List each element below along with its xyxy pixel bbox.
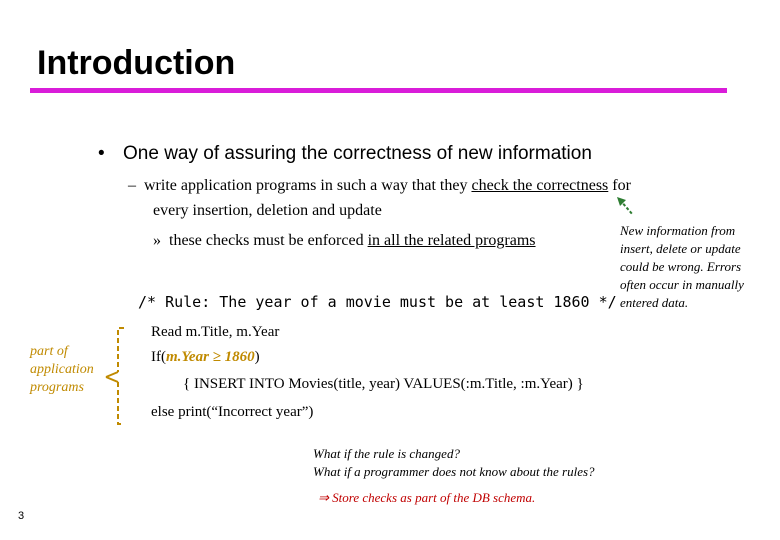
side-note: New information from insert, delete or update could be wrong. Errors often occur in manually entered data. (620, 223, 744, 310)
question-programmer-unaware: What if a programmer does not know about the rules? (313, 464, 595, 479)
code-bracket (106, 328, 124, 424)
page-number: 3 (18, 510, 25, 522)
code-if-open: If( (151, 349, 166, 365)
code-line-insert: { INSERT INTO Movies(title, year) VALUES(:m.Title, :m.Year) } (183, 376, 584, 392)
dash-marker: – (128, 177, 136, 194)
bracket-bottom (118, 382, 124, 424)
nested-marker: » (153, 232, 161, 249)
rule-comment: /* Rule: The year of a movie must be at least 1860 */ (138, 293, 617, 311)
code-if-close: ) (254, 349, 260, 365)
bracket-point-down (106, 377, 118, 382)
bracket-label: part of application programs (30, 344, 94, 395)
sub-point-text-a: write application programs in such a way that they (144, 177, 472, 194)
bullet-marker: • (98, 143, 105, 164)
conclusion-text: Store checks as part of the DB schema. (328, 490, 536, 505)
implies-arrow-icon: ⇒ (318, 490, 329, 505)
slide-title: Introduction (37, 44, 236, 82)
nested-text-underlined: in all the related programs (367, 232, 536, 249)
sub-point-underlined: check the correctness (471, 177, 609, 194)
bracket-point-up (106, 372, 118, 377)
bracket-top (118, 328, 124, 372)
nested-text-a: these checks must be enforced (169, 232, 368, 249)
sub-point-line2: every insertion, deletion and update (153, 202, 382, 219)
note-arrow-icon (617, 197, 633, 215)
sub-point-text-b: for (608, 177, 631, 194)
code-line-else: else print(“Incorrect year”) (151, 404, 314, 420)
question-rule-changed: What if the rule is changed? (313, 446, 460, 461)
main-bullet-text: One way of assuring the correctness of new information (123, 143, 592, 164)
code-line-read: Read m.Title, m.Year (151, 324, 280, 340)
code-if-condition: m.Year ≥ 1860 (166, 349, 255, 365)
